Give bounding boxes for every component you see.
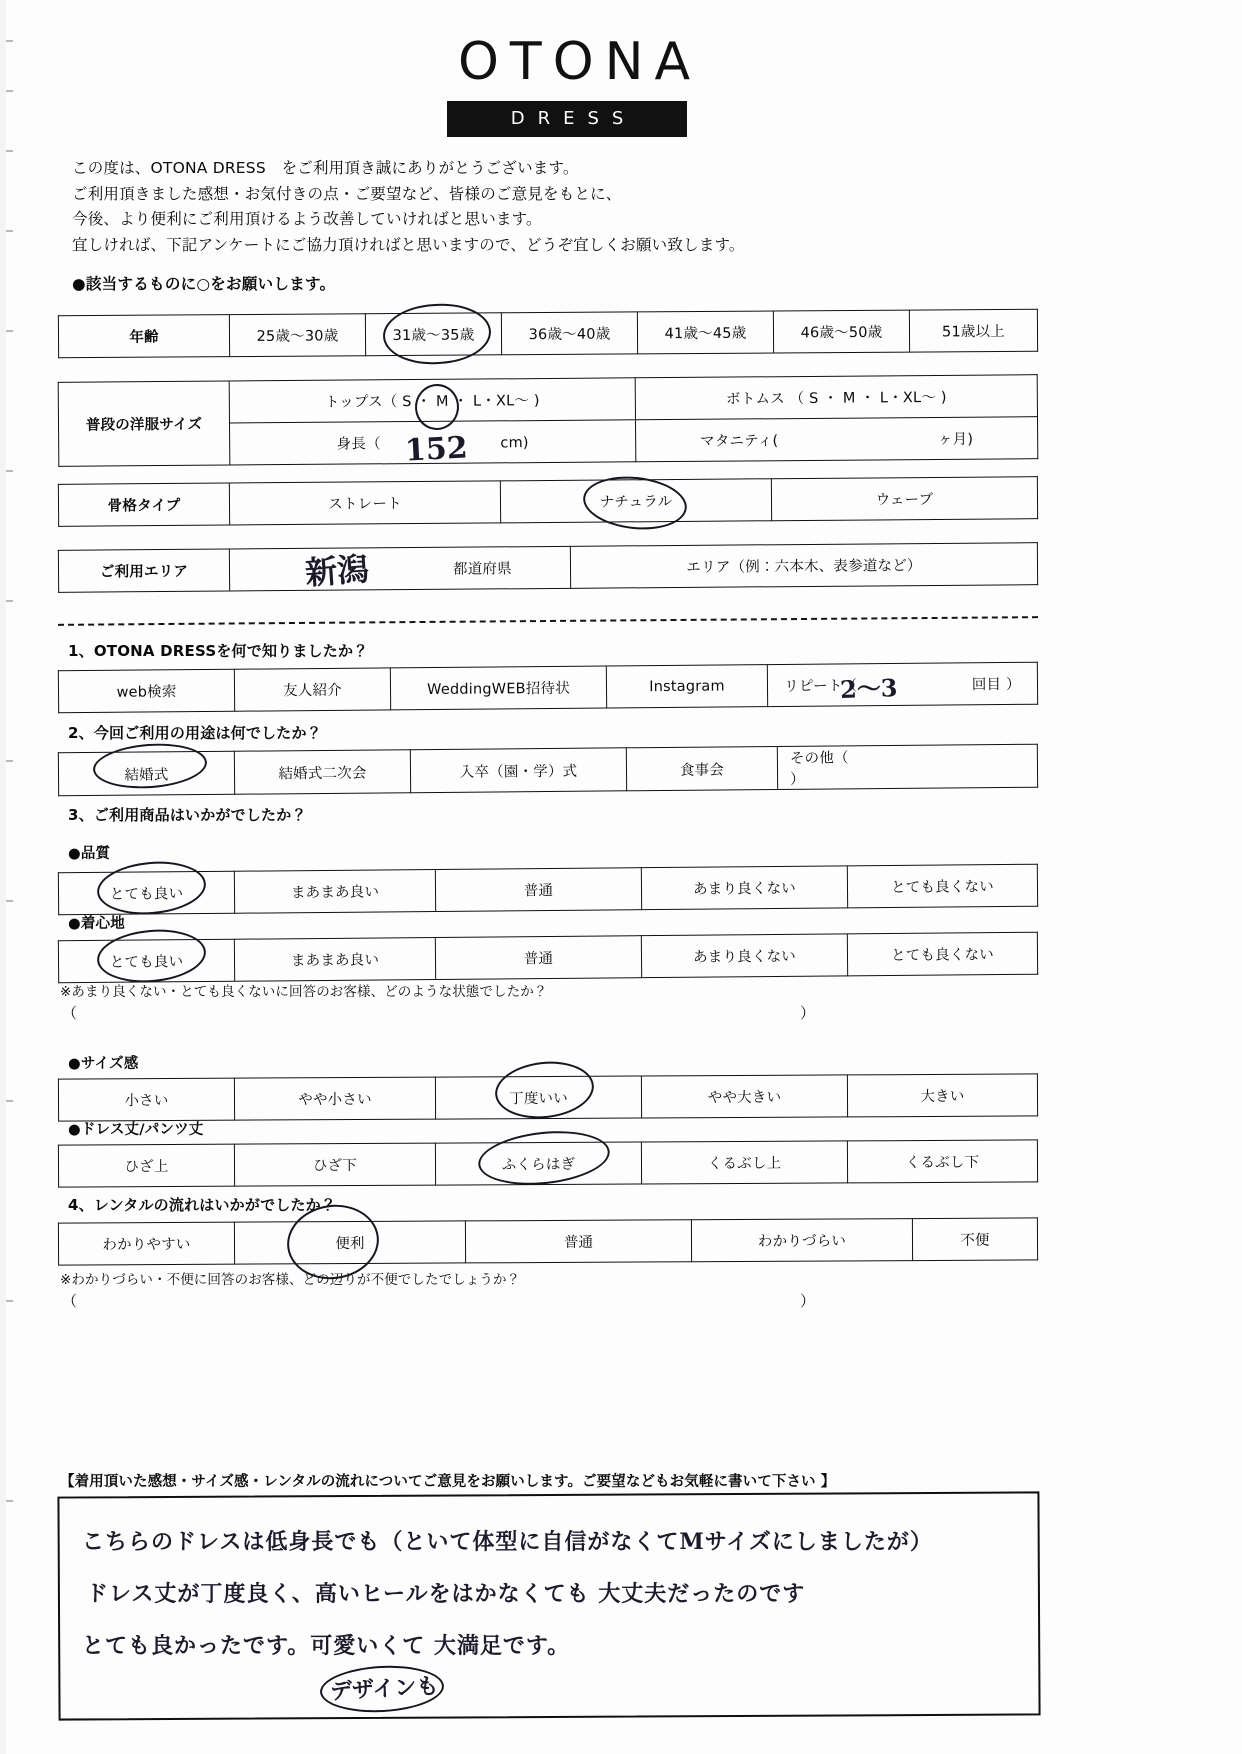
q3-size-option-3[interactable]: やや大きい <box>641 1075 847 1118</box>
intro-line-4: 宜しければ、下記アンケートにご協力頂ければと思いますので、どうぞ宜しくお願い致します。 <box>72 235 745 254</box>
q3-comfort-note-close: ） <box>800 1004 816 1022</box>
scan-edge-marks <box>6 0 16 1754</box>
q3-quality-option-2[interactable]: 普通 <box>435 868 641 912</box>
skeleton-option-1[interactable]: ナチュラル <box>500 479 771 523</box>
skeleton-type-table <box>58 476 1038 527</box>
q3-comfort-option-0[interactable]: とても良い <box>58 939 234 983</box>
q2-table <box>58 744 1038 797</box>
q1-option-1[interactable]: 友人紹介 <box>234 668 390 711</box>
table-row <box>58 477 1037 527</box>
logo-dress-text: DRESS <box>447 101 687 137</box>
intro-line-1: この度は、OTONA DRESS をご利用頂き誠にありがとうございます。 <box>72 159 579 177</box>
q4-note: ※わかりづらい・不便に回答のお客様、どの辺りが不便でしたでしょうか？ <box>60 1272 521 1288</box>
q2-option-1[interactable]: 結婚式二次会 <box>234 750 410 795</box>
table-row <box>58 864 1037 915</box>
skeleton-option-2[interactable]: ウェーブ <box>771 477 1037 521</box>
age-option-3[interactable]: 41歳～45歳 <box>637 311 773 354</box>
comment-annotation: デザインも <box>329 1673 440 1705</box>
age-table <box>58 309 1038 358</box>
maternity-label: マタニティ( <box>700 433 779 450</box>
q1-repeat-cell[interactable] <box>767 662 1037 706</box>
prefecture-unit: 都道府県 <box>452 561 512 578</box>
table-row <box>58 309 1037 357</box>
table-row <box>58 543 1037 593</box>
table-row <box>58 932 1037 983</box>
q1-option-0[interactable]: web検索 <box>58 669 234 713</box>
circle-instruction: ●該当するものに○をお願いします。 <box>72 275 336 293</box>
q2-option-3[interactable]: 食事会 <box>626 746 777 790</box>
q3-length-option-3[interactable]: くるぶし上 <box>641 1141 847 1184</box>
q3-size-option-1[interactable]: やや小さい <box>234 1077 435 1120</box>
maternity-unit: ヶ月) <box>937 431 974 448</box>
q3-comfort-option-3[interactable]: あまり良くない <box>641 934 847 978</box>
q3-length-option-1[interactable]: ひざ下 <box>234 1143 435 1186</box>
q4-table <box>58 1217 1038 1265</box>
age-label: 年齢 <box>58 315 229 358</box>
q3-comfort-note-open: （ <box>62 1004 78 1022</box>
q3-length-option-2[interactable]: ふくらはぎ <box>435 1142 641 1185</box>
area-table <box>58 542 1038 593</box>
q2-other-cell[interactable] <box>777 744 1037 789</box>
q2-other-label: その他（ <box>789 750 849 767</box>
q3-quality-table <box>58 864 1038 916</box>
q3-comfort-option-4[interactable]: とても良くない <box>847 932 1037 976</box>
q4-note-close: ） <box>800 1292 816 1310</box>
q1-repeat-handwritten-value: 2～3 <box>839 673 898 704</box>
area-hint-cell[interactable]: エリア（例：六本木、表参道など） <box>570 543 1037 589</box>
comment-heading: 【着用頂いた感想・サイズ感・レンタルの流れについてご意見をお願いします。ご要望などもお気軽に書いて下さい 】 <box>60 1474 836 1490</box>
intro-line-3: 今後、より便利にご利用頂けるよう改善していければと思います。 <box>72 210 542 228</box>
logo-otona-text: OTONA <box>458 32 702 92</box>
age-option-5[interactable]: 51歳以上 <box>909 309 1037 352</box>
q3-length-option-4[interactable]: くるぶし下 <box>847 1140 1037 1183</box>
table-row <box>58 1074 1037 1121</box>
q3-size-feel-table <box>58 1073 1038 1121</box>
height-label: 身長（ <box>336 436 381 453</box>
table-row <box>58 1218 1037 1265</box>
area-label: ご利用エリア <box>58 549 229 592</box>
q3-comfort-table <box>58 932 1038 984</box>
q4-option-2[interactable]: 普通 <box>465 1220 691 1263</box>
q1-repeat-unit: 回目 ） <box>971 676 1021 694</box>
q4-option-4[interactable]: 不便 <box>912 1218 1037 1261</box>
q1-option-2[interactable]: WeddingWEB招待状 <box>390 666 606 710</box>
bottoms-size-cell[interactable]: ボトムス （ S ・ M ・ L・XL～ ) <box>635 375 1037 420</box>
q4-option-3[interactable]: わかりづらい <box>691 1219 912 1262</box>
comment-line-3: とても良かったです。可愛いくて 大満足です。 <box>82 1633 571 1659</box>
age-option-1[interactable]: 31歳～35歳 <box>365 313 501 356</box>
q1-heading: 1、OTONA DRESSを何で知りましたか？ <box>68 642 369 660</box>
q4-option-1[interactable]: 便利 <box>234 1221 465 1264</box>
tops-size-cell[interactable]: トップス（ S ・ M ・ L・XL～ ) <box>229 378 635 423</box>
q3-length-option-0[interactable]: ひざ上 <box>58 1144 234 1187</box>
comment-handwritten-text <box>82 1516 1022 1672</box>
age-option-4[interactable]: 46歳～50歳 <box>773 310 909 353</box>
q3-comfort-label: ●着心地 <box>68 916 125 932</box>
comment-line-2: ドレス丈が丁度良く、高いヒールをはかなくても 大丈夫だったのです <box>86 1581 806 1607</box>
brand-logo <box>447 32 702 137</box>
q3-quality-label: ●品質 <box>68 846 111 862</box>
q3-comfort-option-2[interactable]: 普通 <box>435 936 641 980</box>
prefecture-handwritten-value: 新潟 <box>303 549 371 593</box>
skeleton-label: 骨格タイプ <box>58 483 229 526</box>
q3-quality-option-4[interactable]: とても良くない <box>847 864 1037 908</box>
q3-size-option-0[interactable]: 小さい <box>58 1078 234 1121</box>
q4-note-open: （ <box>62 1292 78 1310</box>
section-divider <box>58 616 1038 626</box>
maternity-cell[interactable] <box>635 417 1037 462</box>
q3-comfort-note: ※あまり良くない・とても良くないに回答のお客様、どのような状態でしたか？ <box>60 984 548 1000</box>
q3-quality-option-0[interactable]: とても良い <box>58 871 234 915</box>
intro-paragraph <box>72 156 972 258</box>
height-unit: cm) <box>500 435 529 452</box>
skeleton-option-0[interactable]: ストレート <box>229 481 500 525</box>
q2-other-close: ） <box>790 771 805 788</box>
q3-quality-option-1[interactable]: まあまあ良い <box>234 869 435 913</box>
comment-line-1: こちらのドレスは低身長でも（といて体型に自信がなくてMサイズにしましたが） <box>82 1529 933 1555</box>
q3-quality-option-3[interactable]: あまり良くない <box>641 866 847 910</box>
q1-option-3[interactable]: Instagram <box>606 665 767 708</box>
clothing-size-table <box>58 374 1039 467</box>
q3-heading: 3、ご利用商品はいかがでしたか？ <box>68 806 307 824</box>
q4-option-0[interactable]: わかりやすい <box>58 1222 234 1265</box>
q3-size-option-2[interactable]: 丁度いい <box>435 1076 641 1119</box>
q3-length-label: ●ドレス丈/パンツ丈 <box>68 1122 204 1138</box>
prefecture-cell[interactable] <box>229 546 570 591</box>
table-row <box>58 1140 1037 1187</box>
q3-size-option-4[interactable]: 大きい <box>847 1074 1037 1117</box>
q3-size-feel-label: ●サイズ感 <box>68 1056 139 1072</box>
clothing-size-label: 普段の洋服サイズ <box>58 381 230 466</box>
q2-option-0[interactable]: 結婚式 <box>58 751 234 796</box>
q2-heading: 2、今回ご利用の用途は何でしたか？ <box>68 724 322 742</box>
age-option-0[interactable]: 25歳～30歳 <box>229 314 365 357</box>
q3-comfort-option-1[interactable]: まあまあ良い <box>234 937 435 981</box>
intro-line-2: ご利用頂きました感想・お気付きの点・ご要望など、皆様のご意見をもとに、 <box>72 184 622 203</box>
q3-length-table <box>58 1139 1038 1187</box>
q4-heading: 4、レンタルの流れはいかがでしたか？ <box>68 1196 337 1214</box>
age-option-2[interactable]: 36歳～40歳 <box>501 312 637 355</box>
q1-repeat-label: リピート（ <box>784 678 858 695</box>
height-handwritten-value: 152 <box>404 430 469 469</box>
table-row <box>58 744 1037 796</box>
q2-option-2[interactable]: 入卒（園・学）式 <box>410 748 626 793</box>
